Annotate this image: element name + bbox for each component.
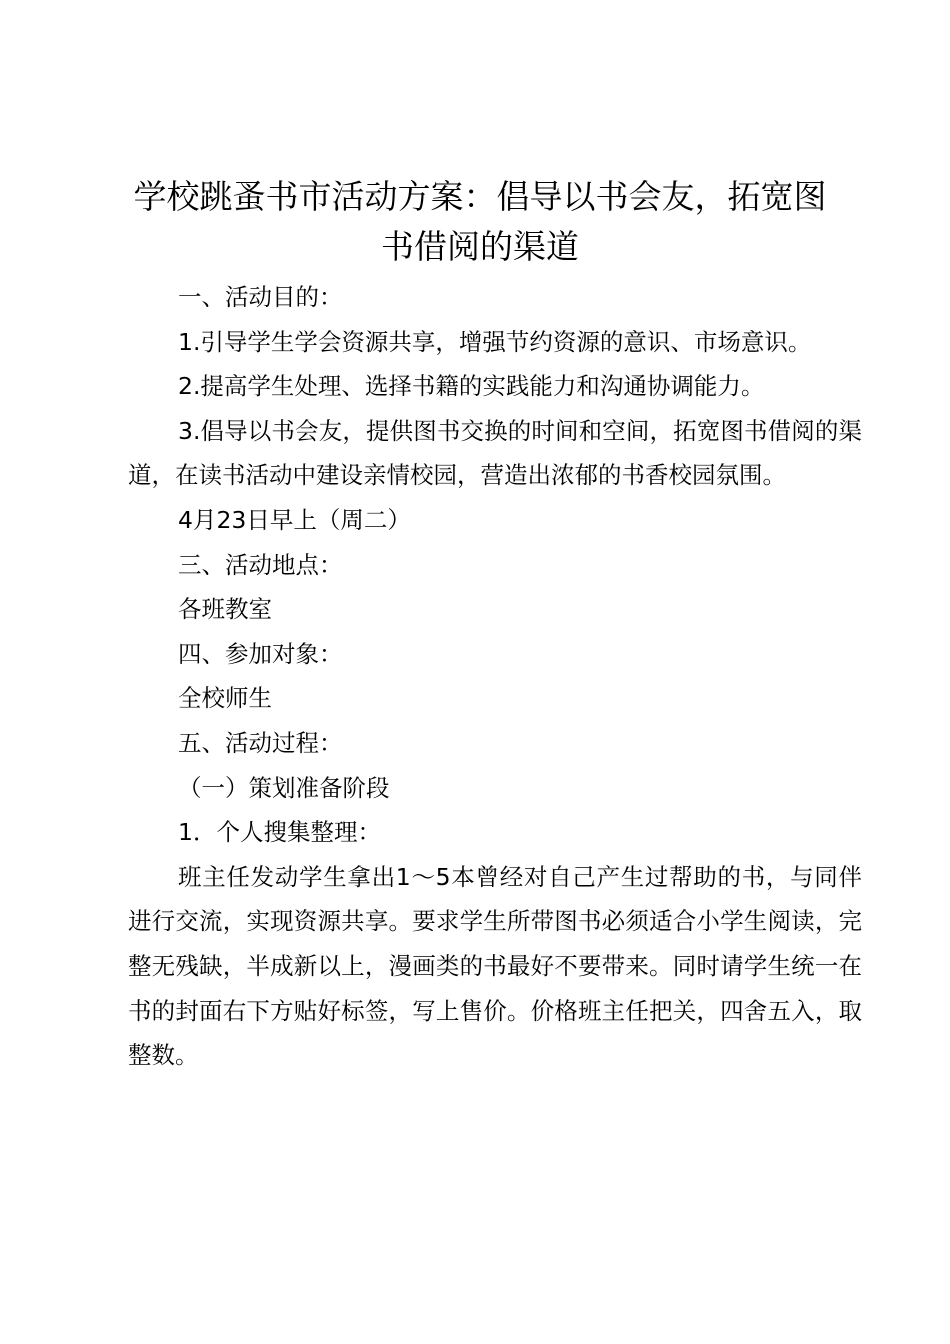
document-title: 学校跳蚤书市活动方案：倡导以书会友，拓宽图书借阅的渠道 bbox=[133, 177, 827, 266]
section-heading-location: 三、活动地点： bbox=[178, 550, 343, 579]
purpose-item-1: 1.引导学生学会资源共享，增强节约资源的意识、市场意识。 bbox=[178, 327, 812, 356]
subsection-heading-preparation: （一）策划准备阶段 bbox=[178, 773, 390, 802]
purpose-item-2: 2.提高学生处理、选择书籍的实践能力和沟通协调能力。 bbox=[178, 372, 765, 401]
section-heading-purpose: 一、活动目的： bbox=[178, 283, 343, 311]
section-heading-process: 五、活动过程： bbox=[178, 728, 343, 757]
section-heading-participants: 四、参加对象： bbox=[178, 639, 343, 668]
document-body bbox=[128, 275, 862, 1078]
activity-location: 各班教室 bbox=[178, 595, 272, 624]
purpose-item-3: 3.倡导以书会友，提供图书交换的时间和空间，拓宽图书借阅的渠道，在读书活动中建设亲情校园，营造出浓郁的书香校园氛围。 bbox=[128, 416, 862, 490]
activity-time: 4月23日早上（周二） bbox=[178, 505, 411, 534]
step-heading-collection: 1．个人搜集整理： bbox=[178, 818, 381, 847]
collection-instructions: 班主任发动学生拿出1～5本曾经对自己产生过帮助的书，与同伴进行交流，实现资源共享。要求学生所带图书必须适合小学生阅读，完整无残缺，半成新以上，漫画类的书最好不要带来。同时请学生统一在书的封面右下方贴好标签，写上售价。价格班主任把关，四舍五入，取整数。 bbox=[128, 862, 862, 1070]
participants: 全校师生 bbox=[178, 684, 272, 713]
